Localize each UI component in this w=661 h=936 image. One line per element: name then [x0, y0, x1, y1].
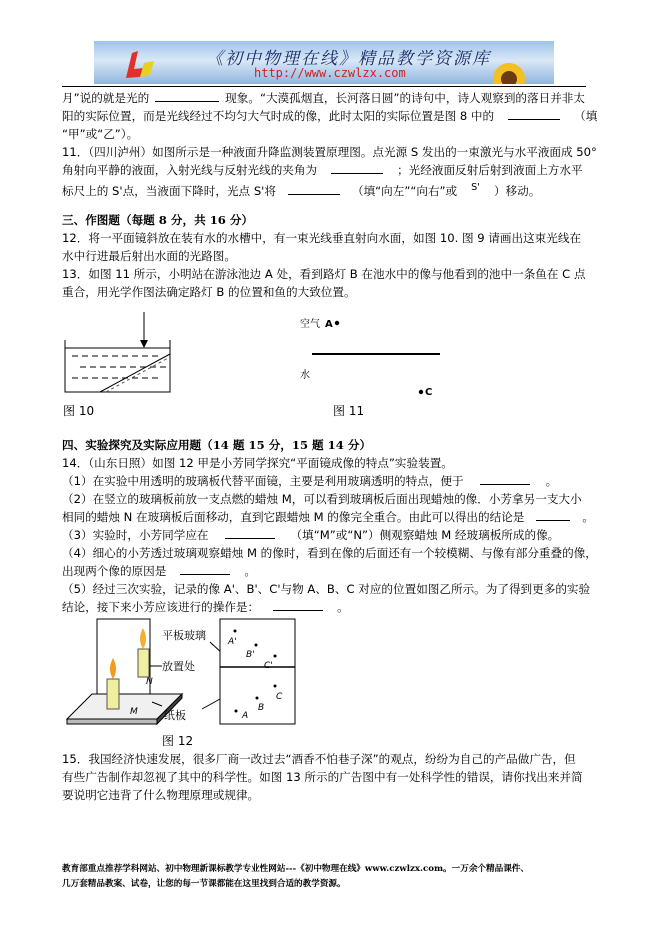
q15-line: 15．我国经济快速发展，很多厂商一改过去“酒香不怕巷子深”的观点，纷纷为自己的产品做广告，但 [62, 752, 576, 766]
svg-text:B: B [258, 703, 265, 713]
text: 标尺上的 S'点，当液面下降时，光点 S'将 [62, 183, 276, 198]
figure-12-apparatus [62, 614, 322, 739]
point-a-label: A [325, 319, 333, 330]
section3-title: 三、作图题（每题 8 分，共 16 分） [62, 213, 254, 227]
q15-line: 要说明它违背了什么物理原理或规律。 [62, 788, 260, 802]
figure-12-caption: 图 12 [162, 734, 194, 748]
answer-blank[interactable] [180, 563, 230, 575]
figure-10-tank [62, 312, 172, 396]
s-prime-label: S' [471, 182, 480, 193]
text: 相同的蜡烛 N 在玻璃板后面移动，直到它跟蜡烛 M 的像完全重合。由此可以得出的结论是 [62, 510, 525, 524]
q12-line: 水中行进最后射出水面的光路图。 [62, 249, 236, 263]
q14-line: （2）在竖立的玻璃板前放一支点燃的蜡烛 M，可以看到玻璃板后面出现蜡烛的像．小芳拿另一支大小 [62, 492, 582, 506]
q11-line [62, 180, 586, 199]
banner-title: 《初中物理在线》精品教学资源库 [206, 49, 491, 69]
candle-n [138, 649, 149, 677]
q10-line: “甲”或“乙”）。 [62, 127, 139, 141]
figure-11-pool [295, 315, 445, 395]
text: 。 [582, 510, 594, 524]
text: 。 [545, 474, 558, 488]
svg-text:纸板: 纸板 [164, 709, 186, 722]
arrow-icon [140, 340, 148, 348]
svg-text:放置处: 放置处 [162, 660, 195, 673]
text: 月”说的就是光的 [62, 91, 150, 105]
text: （填“M”或“N”）侧观察蜡烛 M 经玻璃板所成的像。 [290, 528, 560, 542]
q14-line: （4）细心的小芳透过玻璃观察蜡烛 M 的像时，看到在像的后面还有一个较模糊、与像有部分重叠的像， [62, 546, 597, 560]
q14-line [62, 527, 586, 543]
air-label: 空气 [300, 319, 320, 330]
candle-m [107, 679, 119, 709]
header-rule [62, 86, 586, 87]
q12-line: 12．将一平面镜斜放在装有水的水槽中，有一束光线垂直射向水面，如图 10. 图 9 请画出这束光线在 [62, 231, 582, 245]
q10-line [62, 108, 598, 124]
q14-line [62, 473, 586, 489]
answer-blank[interactable] [331, 162, 383, 174]
q14-line [62, 509, 594, 525]
q11-line: 11．（四川泸州）如图所示是一种液面升降监测装置原理图。点光源 S 发出的一束激光与水平液面成 50° [62, 145, 597, 159]
text: ）移动。 [493, 183, 541, 198]
figure-11-caption: 图 11 [333, 404, 365, 418]
point-a [335, 321, 339, 325]
svg-text:A': A' [228, 637, 237, 647]
q14-line [62, 599, 586, 615]
text: 角射向平静的液面，入射光线与反射光线的夹角为 [62, 163, 318, 177]
svg-text:B': B' [246, 650, 255, 660]
q14-line: （5）经过三次实验，记录的像 A'、B'、C'与物 A、B、C 对应的位置如图乙所示。为了得到更多的实验 [62, 582, 591, 596]
svg-text:C': C' [264, 661, 273, 671]
answer-blank[interactable] [155, 90, 219, 102]
answer-blank[interactable] [536, 509, 570, 521]
text: 现象。“大漠孤烟直，长河落日圆”的诗句中，诗人观察到的落日并非太 [225, 91, 585, 105]
answer-blank[interactable] [508, 108, 560, 120]
svg-text:N: N [146, 677, 153, 687]
water-label: 水 [300, 370, 310, 381]
q13-line: 重合，用光学作图法确定路灯 B 的位置和鱼的大致位置。 [62, 285, 356, 299]
q14-line: 14．（山东日照）如图 12 甲是小芳同学探究“平面镜成像的特点”实验装置。 [62, 456, 453, 470]
text: 阳的实际位置，而是光线经过不均匀大气时成的像，此时太阳的实际位置是图 8 中的 [62, 109, 495, 123]
text: （3）实验时，小芳同学应在 [62, 528, 209, 542]
text: ；光经液面反射后射到液面上方水平 [397, 163, 583, 177]
text: 结论，接下来小芳应该进行的操作是： [62, 600, 260, 614]
section4-title: 四、实验探究及实际应用题（14 题 15 分，15 题 14 分） [62, 438, 372, 452]
footer-line: 教育部重点推荐学科网站、初中物理新课标教学专业性网站---《初中物理在线》www.czwlzx.com。一万余个精品课件、 [62, 864, 529, 874]
point-c [419, 390, 423, 394]
point-c-label: C [425, 387, 433, 395]
text: （1）在实验中用透明的玻璃板代替平面镜，主要是利用玻璃透明的特点，便于 [62, 474, 464, 488]
q10-line [62, 90, 586, 106]
q13-line: 13．如图 11 所示，小明站在游泳池边 A 处，看到路灯 B 在池水中的像与他看到的池中一条鱼在 C 点 [62, 267, 586, 281]
banner-url[interactable]: http://www.czwlzx.com [254, 66, 406, 80]
svg-text:C: C [276, 692, 283, 702]
text: （填 [574, 109, 598, 123]
svg-text:A: A [242, 711, 249, 721]
text: 出现两个像的原因是 [62, 564, 167, 578]
q14-line [62, 563, 586, 579]
svg-text:M: M [130, 707, 138, 717]
q11-line [62, 162, 586, 178]
answer-blank[interactable] [480, 473, 530, 485]
text: （填“向左”“向右”或 [351, 183, 458, 198]
answer-blank[interactable] [288, 183, 340, 195]
footer-line: 几万套精品教案、试卷，让您的每一节课都能在这里找到合适的教学资源。 [62, 879, 346, 889]
header-banner [94, 41, 554, 84]
q15-line: 有些广告制作却忽视了其中的科学性。如图 13 所示的广告图中有一处科学性的错误，请你找出来并简 [62, 770, 583, 784]
svg-text:平板玻璃: 平板玻璃 [162, 629, 206, 642]
answer-blank[interactable] [225, 527, 275, 539]
text: 。 [244, 564, 256, 578]
figure-10-caption: 图 10 [63, 404, 95, 418]
answer-blank[interactable] [273, 599, 323, 611]
text: 。 [337, 600, 349, 614]
